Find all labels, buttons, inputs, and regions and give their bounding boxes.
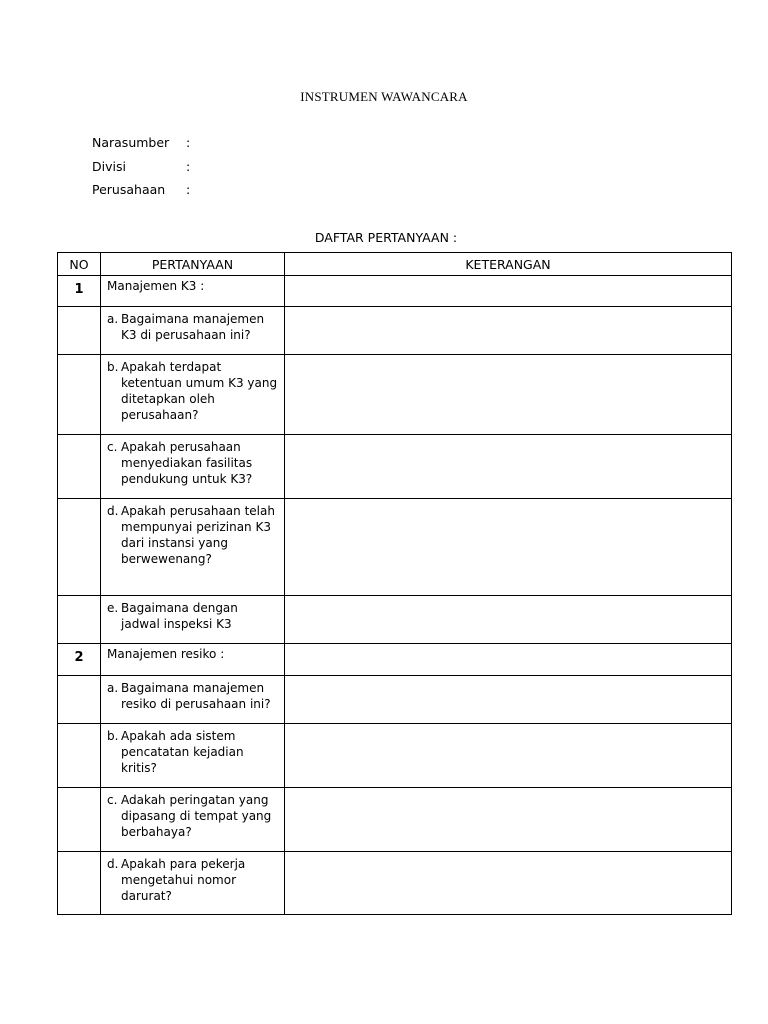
header-question: PERTANYAAN [101, 253, 285, 276]
question-row [58, 307, 732, 355]
field-label: Narasumber [92, 135, 170, 150]
field-perusahaan [92, 182, 190, 197]
number-cell-empty [58, 435, 101, 499]
question-cell [101, 676, 285, 724]
field-label: Divisi [92, 159, 126, 174]
section-number: 1 [58, 276, 101, 307]
question-cell [101, 355, 285, 435]
section-number: 2 [58, 644, 101, 676]
question-cell [101, 435, 285, 499]
question-text: Apakah terdapat ketentuan umum K3 yang ditetapkan oleh perusahaan? [121, 360, 278, 422]
notes-cell[interactable] [285, 676, 732, 724]
notes-cell[interactable] [285, 852, 732, 915]
section-row [58, 276, 732, 307]
notes-cell[interactable] [285, 596, 732, 644]
question-letter: d. [107, 504, 119, 518]
question-letter: a. [107, 681, 119, 695]
field-colon: : [186, 182, 191, 197]
question-letter: c. [107, 440, 118, 454]
header-notes: KETERANGAN [285, 253, 732, 276]
question-text: Apakah para pekerja mengetahui nomor darurat? [121, 857, 246, 903]
question-cell [101, 852, 285, 915]
table-header-row [58, 253, 732, 276]
question-cell [101, 724, 285, 788]
section-title: Manajemen K3 : [101, 276, 285, 307]
field-narasumber [92, 135, 190, 150]
question-letter: d. [107, 857, 119, 871]
question-text: Apakah perusahaan telah mempunyai perizinan K3 dari instansi yang berwewenang? [121, 504, 275, 566]
question-row [58, 355, 732, 435]
question-row [58, 788, 732, 852]
section-row [58, 644, 732, 676]
question-letter: c. [107, 793, 118, 807]
question-cell [101, 499, 285, 596]
question-letter: a. [107, 312, 119, 326]
header-no: NO [58, 253, 101, 276]
number-cell-empty [58, 788, 101, 852]
question-text: Apakah perusahaan menyediakan fasilitas pendukung untuk K3? [121, 440, 253, 486]
number-cell-empty [58, 852, 101, 915]
question-letter: b. [107, 360, 119, 374]
question-text: Bagaimana manajemen resiko di perusahaan ini? [121, 681, 271, 711]
field-colon: : [186, 159, 191, 174]
number-cell-empty [58, 724, 101, 788]
question-text: Bagaimana manajemen K3 di perusahaan ini? [121, 312, 265, 342]
question-row [58, 596, 732, 644]
question-row [58, 724, 732, 788]
question-cell [101, 788, 285, 852]
notes-cell[interactable] [285, 435, 732, 499]
question-letter: e. [107, 601, 119, 615]
notes-cell[interactable] [285, 499, 732, 596]
field-label: Perusahaan [92, 182, 166, 197]
question-row [58, 499, 732, 596]
notes-cell[interactable] [285, 307, 732, 355]
question-letter: b. [107, 729, 119, 743]
question-table [57, 252, 732, 915]
number-cell-empty [58, 355, 101, 435]
question-row [58, 435, 732, 499]
notes-cell[interactable] [285, 355, 732, 435]
notes-cell[interactable] [285, 724, 732, 788]
question-row [58, 676, 732, 724]
question-row [58, 852, 732, 915]
section-title: Manajemen resiko : [101, 644, 285, 676]
number-cell-empty [58, 499, 101, 596]
notes-cell[interactable] [285, 644, 732, 676]
field-colon: : [186, 135, 191, 150]
document-title: INSTRUMEN WAWANCARA [300, 89, 468, 104]
question-list-heading: DAFTAR PERTANYAAN : [314, 230, 458, 245]
notes-cell[interactable] [285, 276, 732, 307]
number-cell-empty [58, 307, 101, 355]
question-cell [101, 596, 285, 644]
question-text: Bagaimana dengan jadwal inspeksi K3 [121, 601, 238, 631]
notes-cell[interactable] [285, 788, 732, 852]
question-text: Apakah ada sistem pencatatan kejadian kritis? [121, 729, 244, 775]
field-divisi [92, 159, 190, 174]
number-cell-empty [58, 676, 101, 724]
number-cell-empty [58, 596, 101, 644]
question-text: Adakah peringatan yang dipasang di tempat yang berbahaya? [121, 793, 272, 839]
question-cell [101, 307, 285, 355]
